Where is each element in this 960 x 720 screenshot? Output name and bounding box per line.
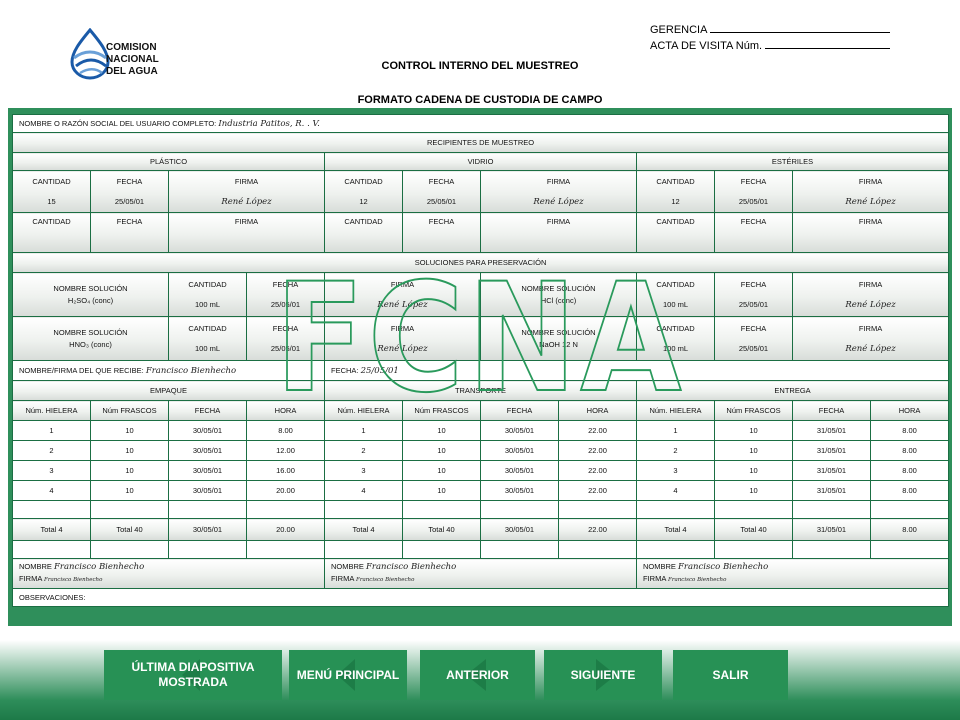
empty-cell	[637, 541, 715, 559]
section-empaque: EMPAQUE	[13, 381, 325, 401]
main-menu-label: MENÚ PRINCIPAL	[296, 667, 400, 682]
previous-label: ANTERIOR	[446, 667, 509, 682]
total-cell: Total 40	[715, 519, 793, 541]
total-cell: Total 4	[637, 519, 715, 541]
empty-cell	[91, 541, 169, 559]
cell-cantidad	[325, 171, 403, 213]
sol-cantidad-cell	[169, 273, 247, 317]
gerencia-line	[710, 22, 890, 33]
main-menu-button[interactable]	[289, 650, 407, 700]
gerencia-label: GERENCIA	[650, 24, 707, 36]
track-cell: 30/05/01	[481, 441, 559, 461]
track-cell: 10	[715, 421, 793, 441]
nombre-value: Francisco Bienhecho	[678, 562, 769, 572]
track-cell: 20.00	[247, 481, 325, 501]
track-col-header: HORA	[559, 401, 637, 421]
recibe-fecha-cell	[325, 361, 949, 381]
empty-cell	[715, 541, 793, 559]
firma-value: Francisco Bienhecho	[356, 577, 415, 583]
track-cell: 10	[715, 461, 793, 481]
cell-firma	[169, 171, 325, 213]
track-cell: 31/05/01	[793, 461, 871, 481]
val-cantidad: 15	[47, 196, 56, 206]
lbl-cantidad: CANTIDAD	[656, 176, 695, 186]
total-cell: 30/05/01	[481, 519, 559, 541]
sol-cantidad-value: 100 mL	[194, 343, 221, 353]
watermark-text: FCNA	[275, 268, 685, 398]
responsable-empaque	[13, 559, 325, 589]
track-cell: 2	[637, 441, 715, 461]
section-transporte: TRANSPORTE	[325, 381, 637, 401]
empty-cell	[13, 501, 91, 519]
lbl-firma: FIRMA	[546, 176, 571, 186]
val-fecha: 25/05/01	[738, 196, 769, 206]
track-cell: 10	[91, 481, 169, 501]
total-cell: 8.00	[871, 519, 949, 541]
total-cell: 20.00	[247, 519, 325, 541]
sol-cantidad-value: 100 mL	[194, 299, 221, 309]
sol-cantidad-cell	[169, 317, 247, 361]
track-col-header: Núm. HIELERA	[637, 401, 715, 421]
track-row	[13, 421, 949, 441]
empty-cell	[13, 541, 91, 559]
val-cantidad: 12	[359, 196, 368, 206]
sol-name-cell	[481, 317, 637, 361]
empty-cell	[559, 501, 637, 519]
sol-firma-cell	[325, 273, 481, 317]
total-cell: 31/05/01	[793, 519, 871, 541]
track-cell: 22.00	[559, 441, 637, 461]
sol-fecha-value: 25/05/01	[738, 343, 769, 353]
sol-fecha-label: FECHA	[740, 323, 767, 333]
recibe-value: Francisco Bienhecho	[145, 365, 237, 376]
nombre-label: NOMBRE	[643, 562, 676, 571]
empty-cell	[715, 501, 793, 519]
recipientes-row-1	[13, 171, 949, 213]
sol-cantidad-value: 100 mL	[662, 299, 689, 309]
firma-label: FIRMA	[331, 574, 354, 583]
recipientes-row-2	[13, 213, 949, 253]
responsable-transporte	[325, 559, 637, 589]
sol-name-label: NOMBRE SOLUCIÓN	[521, 283, 596, 293]
logo-line2: DEL AGUA	[106, 66, 158, 77]
track-cell: 10	[91, 461, 169, 481]
sol-name-cell	[13, 317, 169, 361]
cell-firma-empty: FIRMA	[481, 213, 637, 253]
empty-cell	[91, 501, 169, 519]
val-firma: René López	[845, 196, 896, 207]
empty-cell	[247, 541, 325, 559]
sol-cantidad-cell	[637, 273, 715, 317]
lbl-cantidad: CANTIDAD	[344, 176, 383, 186]
track-cell: 31/05/01	[793, 441, 871, 461]
empty-cell	[403, 501, 481, 519]
track-cell: 8.00	[871, 481, 949, 501]
track-cell: 10	[403, 461, 481, 481]
cell-firma-empty: FIRMA	[169, 213, 325, 253]
lbl-cantidad: CANTIDAD	[32, 176, 71, 186]
track-cell: 31/05/01	[793, 421, 871, 441]
sol-firma-label: FIRMA	[858, 323, 883, 333]
sol-firma-cell	[325, 317, 481, 361]
sol-cantidad-label: CANTIDAD	[656, 323, 695, 333]
sol-fecha-label: FECHA	[272, 279, 299, 289]
track-col-header: FECHA	[169, 401, 247, 421]
track-cell: 30/05/01	[169, 421, 247, 441]
soluciones-row-2	[13, 317, 949, 361]
val-fecha: 25/05/01	[426, 196, 457, 206]
cell-fecha-empty: FECHA	[91, 213, 169, 253]
sol-cantidad-label: CANTIDAD	[188, 323, 227, 333]
track-cell: 30/05/01	[481, 481, 559, 501]
sol-name-label: NOMBRE SOLUCIÓN	[53, 327, 128, 337]
track-col-header: Núm FRASCOS	[91, 401, 169, 421]
track-cell: 22.00	[559, 461, 637, 481]
group-esteriles: ESTÉRILES	[637, 153, 949, 171]
sol-name-cell	[481, 273, 637, 317]
total-cell: Total 4	[325, 519, 403, 541]
sol-fecha-label: FECHA	[740, 279, 767, 289]
sol-cantidad-value: 100 mL	[662, 343, 689, 353]
sol-name-label: NOMBRE SOLUCIÓN	[53, 283, 128, 293]
empty-cell	[247, 501, 325, 519]
val-firma: René López	[221, 196, 272, 207]
next-label: SIGUIENTE	[570, 667, 636, 682]
track-col-header: HORA	[871, 401, 949, 421]
sol-fecha-value: 25/05/01	[270, 343, 301, 353]
nombre-label: NOMBRE	[331, 562, 364, 571]
track-total-row	[13, 519, 949, 541]
sol-firma-label: FIRMA	[390, 279, 415, 289]
next-button[interactable]	[544, 650, 662, 700]
group-vidrio: VIDRIO	[325, 153, 637, 171]
soluciones-title: SOLUCIONES PARA PRESERVACIÓN	[13, 253, 949, 273]
last-slide-button[interactable]	[104, 650, 282, 700]
sol-firma-value: René López	[377, 343, 428, 354]
user-label: NOMBRE O RAZÓN SOCIAL DEL USUARIO COMPLETO:	[19, 118, 217, 128]
track-row	[13, 461, 949, 481]
track-cell: 3	[637, 461, 715, 481]
track-cell: 10	[91, 421, 169, 441]
sol-name-label: NOMBRE SOLUCIÓN	[521, 327, 596, 337]
custody-form-table	[12, 114, 949, 607]
empty-cell	[481, 541, 559, 559]
lbl-fecha: FECHA	[116, 176, 143, 186]
empty-cell	[169, 501, 247, 519]
sol-fecha-cell	[715, 317, 793, 361]
track-cell: 10	[403, 421, 481, 441]
sol-fecha-value: 25/05/01	[270, 299, 301, 309]
lbl-firma: FIRMA	[858, 176, 883, 186]
track-cell: 8.00	[871, 461, 949, 481]
track-cell: 16.00	[247, 461, 325, 481]
nombre-value: Francisco Bienhecho	[54, 562, 145, 572]
track-cell: 1	[637, 421, 715, 441]
track-body	[13, 421, 949, 501]
sol-fecha-label: FECHA	[272, 323, 299, 333]
track-empty-row	[13, 501, 949, 519]
val-cantidad: 12	[671, 196, 680, 206]
track-cell: 10	[403, 481, 481, 501]
track-cell: 4	[637, 481, 715, 501]
cell-cantidad	[637, 171, 715, 213]
val-firma: René López	[533, 196, 584, 207]
track-cell: 22.00	[559, 421, 637, 441]
recipientes-title: RECIPIENTES DE MUESTREO	[13, 133, 949, 153]
track-col-header: Núm. HIELERA	[325, 401, 403, 421]
sol-firma-cell	[793, 317, 949, 361]
conagua-logo	[66, 28, 206, 80]
empty-cell	[793, 541, 871, 559]
empty-cell	[559, 541, 637, 559]
responsables-row	[13, 559, 949, 589]
track-col-header: Núm FRASCOS	[715, 401, 793, 421]
cell-fecha-empty: FECHA	[403, 213, 481, 253]
track-cell: 8.00	[871, 441, 949, 461]
cell-cantidad-empty: CANTIDAD	[325, 213, 403, 253]
track-cell: 12.00	[247, 441, 325, 461]
track-cell: 1	[13, 421, 91, 441]
total-cell: Total 40	[91, 519, 169, 541]
track-cell: 10	[715, 441, 793, 461]
empty-cell	[871, 541, 949, 559]
track-col-header: FECHA	[481, 401, 559, 421]
firma-label: FIRMA	[19, 574, 42, 583]
track-cell: 30/05/01	[169, 461, 247, 481]
sol-firma-value: René López	[377, 299, 428, 310]
recibe-fecha-value: 25/05/01	[360, 365, 399, 376]
track-row	[13, 481, 949, 501]
cell-firma	[481, 171, 637, 213]
total-cell: Total 4	[13, 519, 91, 541]
sol-fecha-cell	[247, 317, 325, 361]
exit-label: SALIR	[712, 667, 749, 682]
recibe-fecha-label: FECHA:	[331, 365, 359, 375]
user-row	[13, 115, 949, 133]
track-cell: 4	[13, 481, 91, 501]
track-col-header: HORA	[247, 401, 325, 421]
track-row	[13, 441, 949, 461]
track-cell: 3	[325, 461, 403, 481]
sol-firma-value: René López	[845, 299, 896, 310]
previous-button[interactable]	[420, 650, 535, 700]
soluciones-row-1	[13, 273, 949, 317]
exit-button[interactable]	[673, 650, 788, 700]
firma-value: Francisco Bienhecho	[668, 577, 727, 583]
sol-firma-label: FIRMA	[390, 323, 415, 333]
empty-cell	[325, 541, 403, 559]
lbl-fecha: FECHA	[428, 176, 455, 186]
cell-fecha-empty: FECHA	[715, 213, 793, 253]
firma-label: FIRMA	[643, 574, 666, 583]
empty-cell	[871, 501, 949, 519]
empty-cell	[403, 541, 481, 559]
page-subtitle: FORMATO CADENA DE CUSTODIA DE CAMPO	[357, 94, 603, 106]
cell-fecha	[403, 171, 481, 213]
cell-fecha	[91, 171, 169, 213]
recibe-label: NOMBRE/FIRMA DEL QUE RECIBE:	[19, 365, 144, 375]
total-cell: Total 40	[403, 519, 481, 541]
sol-cantidad-label: CANTIDAD	[656, 279, 695, 289]
track-cell: 30/05/01	[481, 421, 559, 441]
sol-name-value: NaOH 12 N	[539, 339, 578, 349]
track-cell: 1	[325, 421, 403, 441]
last-slide-label: ÚLTIMA DIAPOSITIVA MOSTRADA	[131, 660, 255, 689]
track-cell: 30/05/01	[481, 461, 559, 481]
track-header-row	[13, 401, 949, 421]
empty-cell	[169, 541, 247, 559]
logo-line1: COMISION NACIONAL	[106, 42, 159, 65]
track-cell: 30/05/01	[169, 481, 247, 501]
sol-name-value: H₂SO₄ (conc)	[67, 295, 114, 305]
track-cell: 30/05/01	[169, 441, 247, 461]
track-cell: 2	[13, 441, 91, 461]
sol-cantidad-label: CANTIDAD	[188, 279, 227, 289]
cell-firma	[793, 171, 949, 213]
firma-value: Francisco Bienhecho	[44, 577, 103, 583]
empty-cell	[793, 501, 871, 519]
cell-cantidad	[13, 171, 91, 213]
track-cell: 10	[715, 481, 793, 501]
empty-cell	[481, 501, 559, 519]
track-cell: 4	[325, 481, 403, 501]
acta-label: ACTA DE VISITA Núm.	[650, 40, 763, 52]
sol-firma-value: René López	[845, 343, 896, 354]
cell-firma-empty: FIRMA	[793, 213, 949, 253]
total-cell: 30/05/01	[169, 519, 247, 541]
total-cell: 22.00	[559, 519, 637, 541]
sol-fecha-cell	[715, 273, 793, 317]
track-cell: 2	[325, 441, 403, 461]
page-title: CONTROL INTERNO DEL MUESTREO	[381, 60, 579, 72]
track-cell: 10	[403, 441, 481, 461]
track-col-header: Núm. HIELERA	[13, 401, 91, 421]
track-cell: 8.00	[247, 421, 325, 441]
sol-firma-cell	[793, 273, 949, 317]
sol-name-cell	[13, 273, 169, 317]
track-col-header: FECHA	[793, 401, 871, 421]
responsable-entrega	[637, 559, 949, 589]
gerencia-field	[650, 22, 890, 36]
recibe-cell	[13, 361, 325, 381]
sol-fecha-cell	[247, 273, 325, 317]
nombre-value: Francisco Bienhecho	[366, 562, 457, 572]
track-empty-row	[13, 541, 949, 559]
cell-cantidad-empty: CANTIDAD	[13, 213, 91, 253]
track-cell: 8.00	[871, 421, 949, 441]
track-cell: 3	[13, 461, 91, 481]
user-value: Industria Patitos, R. . V.	[218, 118, 320, 129]
empty-cell	[637, 501, 715, 519]
observaciones-cell: OBSERVACIONES:	[13, 589, 949, 607]
acta-field	[650, 38, 890, 52]
sol-firma-label: FIRMA	[858, 279, 883, 289]
track-cell: 22.00	[559, 481, 637, 501]
custody-form-panel	[8, 108, 952, 626]
sol-cantidad-cell	[637, 317, 715, 361]
sol-fecha-value: 25/05/01	[738, 299, 769, 309]
sol-name-value: HCl (conc)	[540, 295, 577, 305]
page-header	[0, 0, 960, 110]
cell-fecha	[715, 171, 793, 213]
sol-name-value: HNO₃ (conc)	[69, 339, 112, 349]
val-fecha: 25/05/01	[114, 196, 145, 206]
section-entrega: ENTREGA	[637, 381, 949, 401]
acta-line	[765, 38, 890, 49]
track-cell: 10	[91, 441, 169, 461]
group-plastico: PLÁSTICO	[13, 153, 325, 171]
nombre-label: NOMBRE	[19, 562, 52, 571]
lbl-firma: FIRMA	[234, 176, 259, 186]
track-cell: 31/05/01	[793, 481, 871, 501]
track-col-header: Núm FRASCOS	[403, 401, 481, 421]
lbl-fecha: FECHA	[740, 176, 767, 186]
empty-cell	[325, 501, 403, 519]
cell-cantidad-empty: CANTIDAD	[637, 213, 715, 253]
